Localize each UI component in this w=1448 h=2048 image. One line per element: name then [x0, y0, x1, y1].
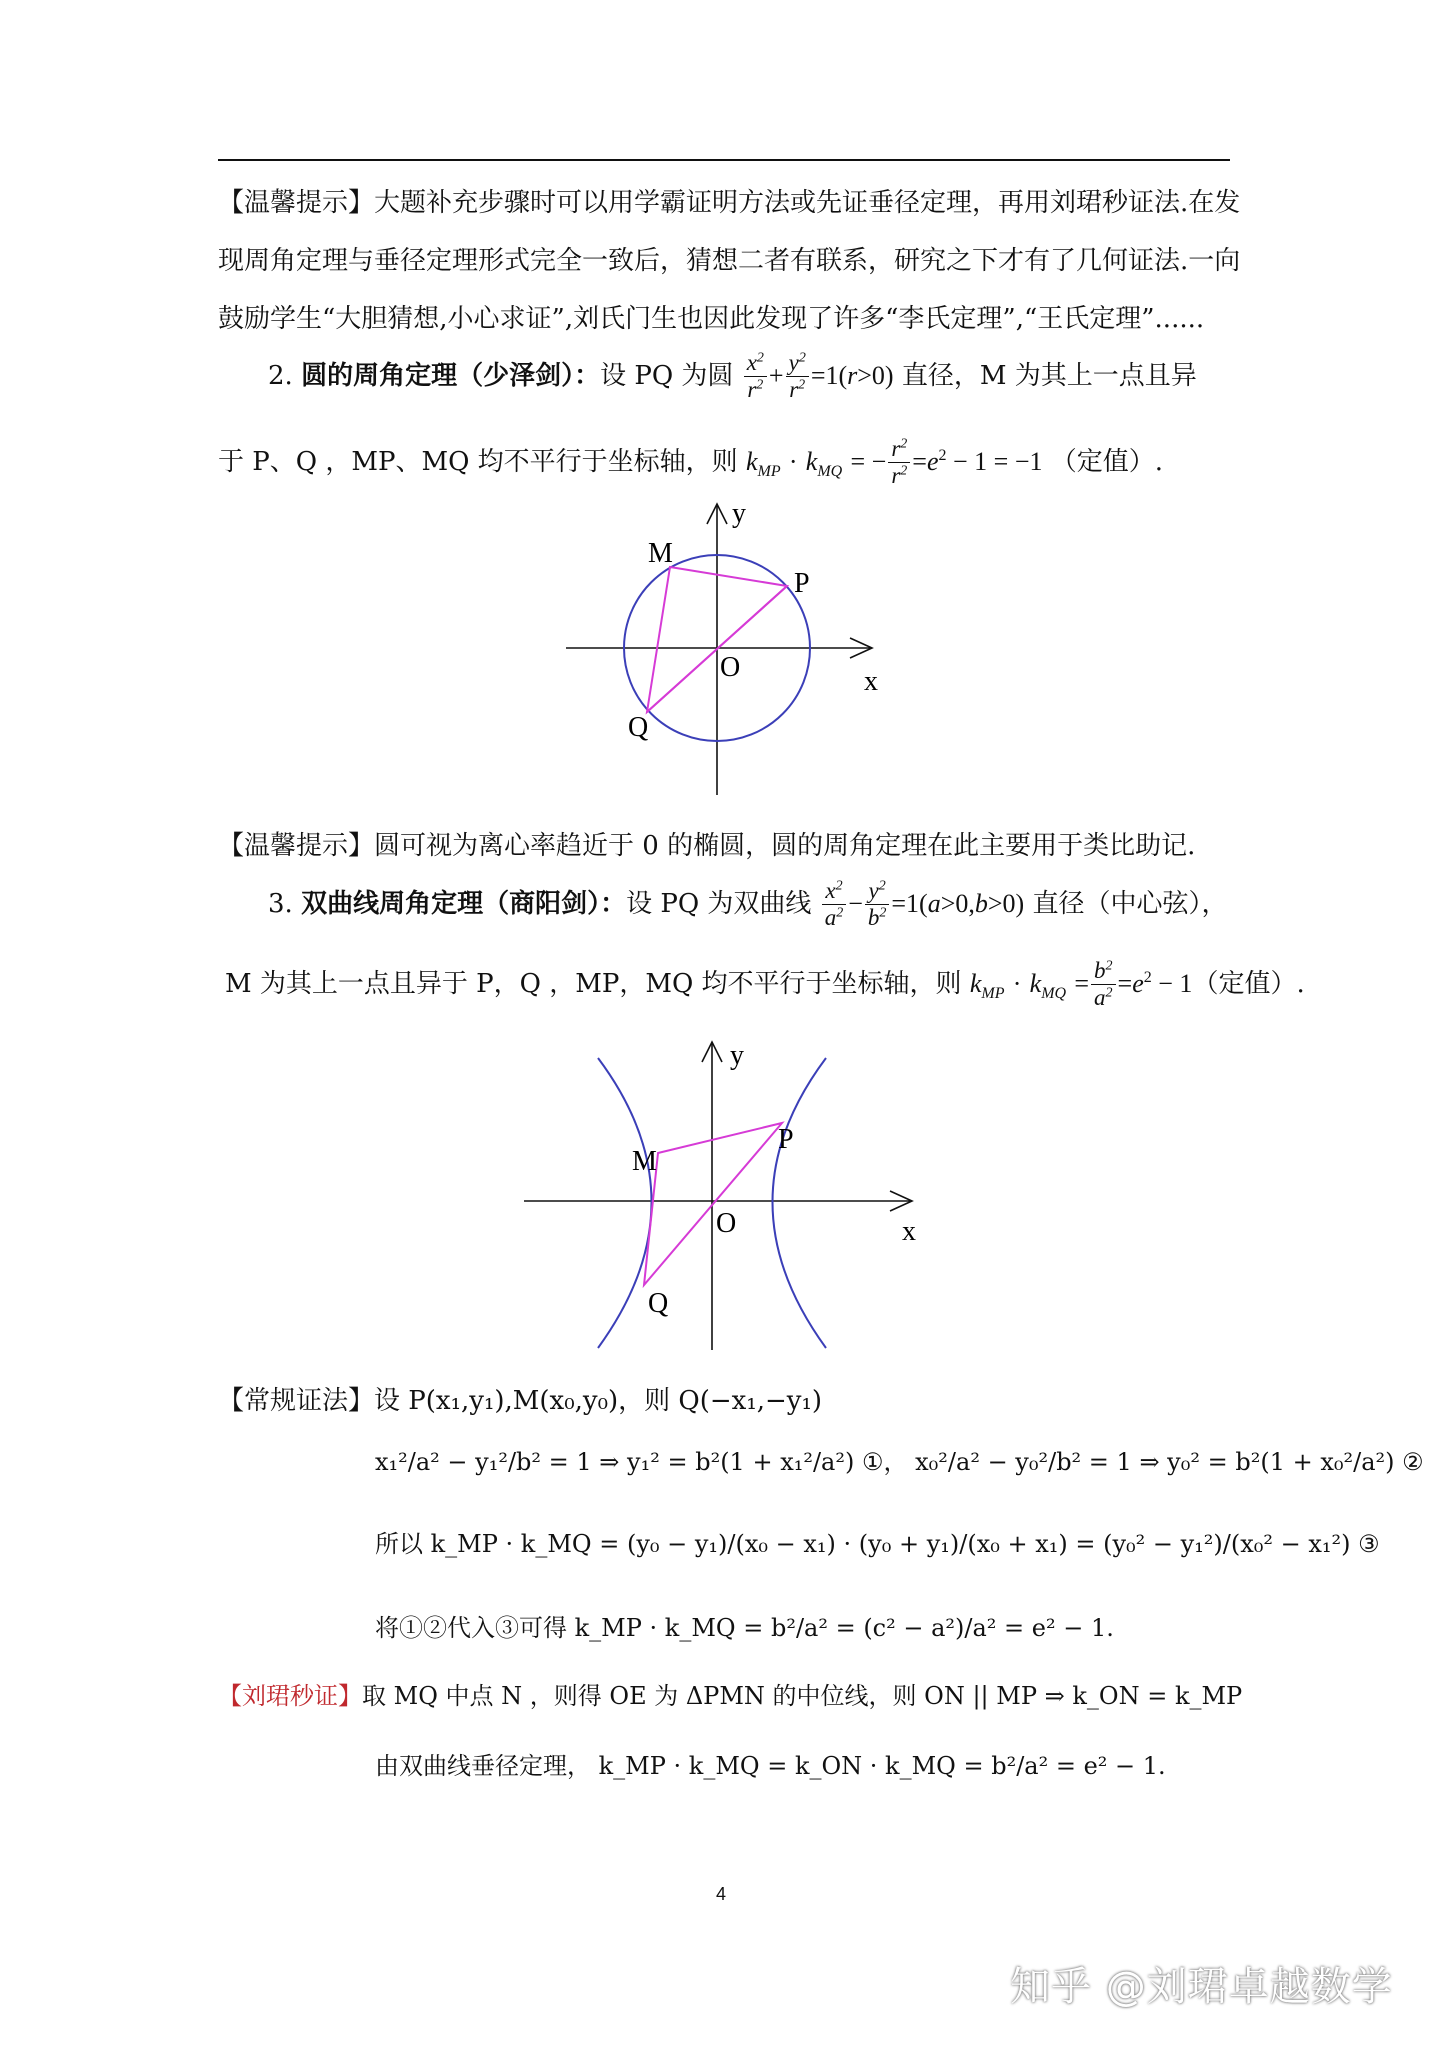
section3-title: 双曲线周角定理（商阳剑）： — [301, 888, 627, 919]
section2-heading: 2. 圆的周角定理（少泽剑）：设 PQ 为圆 $\frac{x^2}{r^2}$ + $\frac{y^2}{r^2}$ =1(r>0) 直径，M 为其上一点且异 — [268, 350, 1197, 403]
proof1-line2: 所以 k_MP · k_MQ = (y₀ − y₁)/(x₀ − x₁) · (y₀ + y₁)/(x₀ + x₁) = (y₀² − y₁²)/(x₀² − x₁²) ③ — [375, 1530, 1380, 1558]
label-x: x — [864, 666, 878, 697]
label-o: O — [716, 1208, 737, 1239]
tip1-line1: 【温馨提示】大题补充步骤时可以用学霸证明方法或先证垂径定理，再用刘珺秒证法.在发 — [218, 188, 1241, 218]
circle-figure — [560, 500, 890, 800]
hyperbola-right-branch — [773, 1058, 827, 1348]
hyperbola-left-branch — [598, 1058, 652, 1348]
label-p: P — [778, 1124, 794, 1155]
section3-heading: 3. 双曲线周角定理（商阳剑）：设 PQ 为双曲线 $\frac{x^2}{a^2}$ − $\frac{y^2}{b^2}$ =1(a>0,b>0) 直径（中心弦）， — [268, 878, 1228, 931]
proof1-eq2: x₀²/a² − y₀²/b² = 1 ⇒ y₀² = b²(1 + x₀²/a²) ② — [915, 1448, 1424, 1476]
label-m: M — [648, 538, 673, 569]
label-m: M — [632, 1146, 657, 1177]
proof1-label: 【常规证法】 — [218, 1386, 375, 1416]
proof1-intro: 【常规证法】设 P(x₁,y₁),M(x₀,y₀)，则 Q(−x₁,−y₁) — [218, 1386, 823, 1416]
section2-line2: 于 P、Q ，MP、MQ 均不平行于坐标轴，则 $k_{MP} \cdot k_{MQ}$ = − $\frac{r^2}{r^2}$ $=e^2 - 1 = -1$ （定值）. — [218, 436, 1164, 489]
tip1-label: 【温馨提示】 — [218, 188, 375, 218]
tip1-line3: 鼓励学生“大胆猜想,小心求证”,刘氏门生也因此发现了许多“李氏定理”,“王氏定理”...... — [218, 304, 1205, 334]
proof2-label: 【刘珺秒证】 — [218, 1682, 362, 1710]
hyperbola-figure — [520, 1038, 920, 1358]
proof2-line2: 由双曲线垂径定理， k_MP · k_MQ = k_ON · k_MQ = b²/a² = e² − 1. — [375, 1752, 1166, 1780]
triangle-mpq — [644, 1123, 782, 1285]
section2-title: 圆的周角定理（少泽剑）： — [301, 360, 601, 391]
header-rule — [218, 159, 1230, 161]
label-x: x — [902, 1216, 916, 1247]
label-q: Q — [648, 1288, 669, 1319]
proof2-line1: 【刘珺秒证】取 MQ 中点 N ，则得 OE 为 ΔPMN 的中位线，则 ON || MP ⇒ k_ON = k_MP — [218, 1682, 1243, 1710]
tip2-line: 【温馨提示】圆可视为离心率趋近于 0 的椭圆，圆的周角定理在此主要用于类比助记. — [218, 831, 1196, 861]
proof1-eq-line — [375, 1446, 1424, 1478]
tip1-line2: 现周角定理与垂径定理形式完全一致后，猜想二者有联系，研究之下才有了几何证法.一向 — [218, 246, 1241, 276]
watermark: 知乎 @刘珺卓越数学 — [1010, 1964, 1393, 2010]
label-q: Q — [628, 712, 649, 743]
proof1-line3: 将①②代入③可得 k_MP · k_MQ = b²/a² = (c² − a²)/a² = e² − 1. — [375, 1614, 1114, 1642]
label-p: P — [794, 568, 810, 599]
label-o: O — [720, 652, 741, 683]
label-y: y — [730, 1040, 744, 1071]
page-number: 4 — [716, 1884, 727, 1904]
section3-line2: M 为其上一点且异于 P，Q ，MP，MQ 均不平行于坐标轴，则 $k_{MP} \cdot k_{MQ}$ = $\frac{b^2}{a^2}$ $=e^2 - 1$（定值）. — [225, 958, 1305, 1011]
proof1-eq1: x₁²/a² − y₁²/b² = 1 ⇒ y₁² = b²(1 + x₁²/a²) ①， — [375, 1448, 908, 1476]
label-y: y — [732, 500, 746, 529]
tip2-label: 【温馨提示】 — [218, 831, 375, 861]
